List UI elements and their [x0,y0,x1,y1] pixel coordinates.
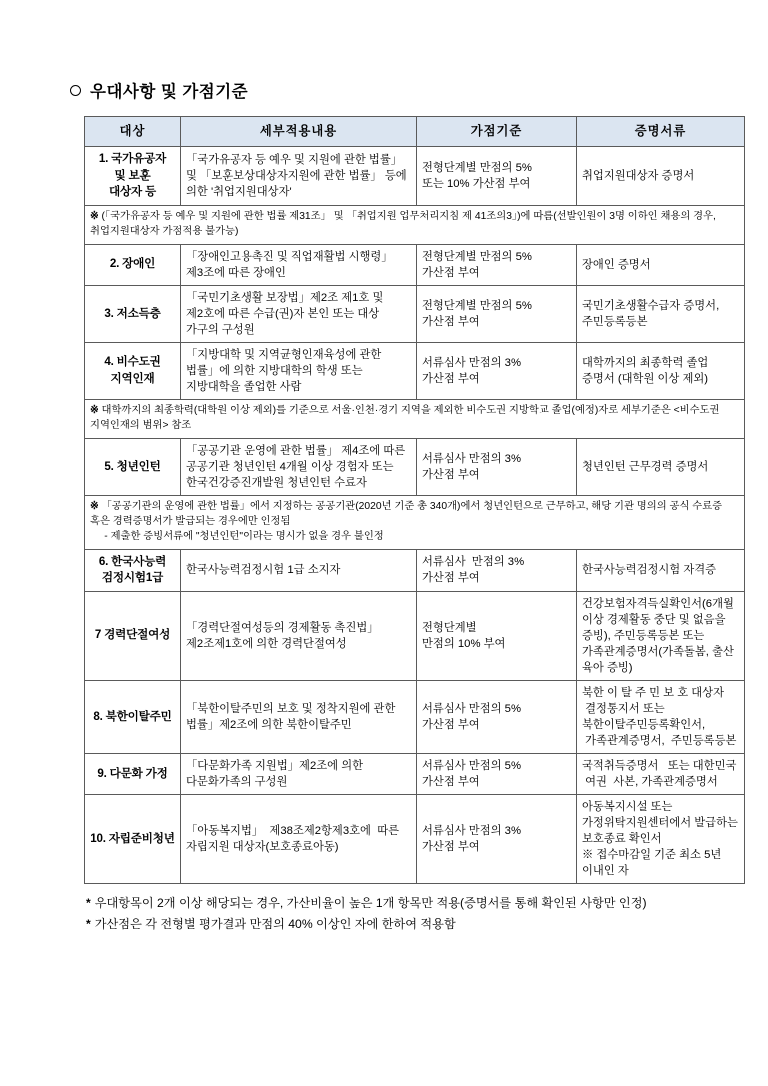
row-target: 1. 국가유공자 및 보훈 대상자 등 [85,147,181,205]
preference-criteria-table [84,116,745,884]
row-detail: 「국민기초생활 보장법」제2조 제1호 및 제2호에 따른 수급(권)자 본인 또는 대상 가구의 구성원 [181,285,417,342]
row-proof: 북한 이 탈 주 민 보 호 대상자 결정통지서 또는 북한이탈주민등록확인서, 가족관계증명서, 주민등록등본 [577,680,745,753]
row-note: ※ (「국가유공자 등 예우 및 지원에 관한 법률 제31조」 및 「취업지원 업무처리지침 제 41조의3」)에 따름(선발인원이 3명 이하인 채용의 경우, 취업지원대상자 가점적용 불가능) [85,205,745,244]
row-score: 서류심사 만점의 5% 가산점 부여 [417,680,577,753]
table-row [85,753,745,794]
row-detail: 「경력단절여성등의 경제활동 촉진법」 제2조제1호에 의한 경력단절여성 [181,591,417,680]
table-row [85,342,745,399]
circle-bullet-icon [70,85,81,96]
row-target: 4. 비수도권 지역인재 [85,342,181,399]
column-header-detail: 세부적용내용 [181,117,417,147]
footnote-list [86,893,722,936]
row-proof: 건강보험자격득실확인서(6개월 이상 경제활동 중단 및 없음을 증빙), 주민등록등본 또는 가족관계증명서(가족돌봄, 출산 육아 증빙) [577,591,745,680]
row-proof: 국민기초생활수급자 증명서, 주민등록등본 [577,285,745,342]
footnote-text: 우대항목이 2개 이상 해당되는 경우, 가산비율이 높은 1개 항목만 적용(증명서를 통해 확인된 사항만 인정) [94,896,647,911]
column-header-score: 가점기준 [417,117,577,147]
table-row [85,794,745,883]
row-proof: 대학까지의 최종학력 졸업 증명서 (대학원 이상 제외) [577,342,745,399]
row-proof: 장애인 증명서 [577,244,745,285]
table-row [85,680,745,753]
row-detail: 「장애인고용촉진 및 직업재활법 시행령」제3조에 따른 장애인 [181,244,417,285]
row-proof: 청년인턴 근무경력 증명서 [577,438,745,495]
row-target: 2. 장애인 [85,244,181,285]
row-note: ※ 「공공기관의 운영에 관한 법률」에서 지정하는 공공기관(2020년 기준 총 340개)에서 청년인턴으로 근무하고, 해당 기관 명의의 공식 수료증 혹은 경력증명서가 발급되는 경우에만 인정됨 - 제출한 증빙서류에 "청년인턴"이라는 명시가 없을 경우 불인정 [85,495,745,549]
row-detail: 「아동복지법」 제38조제2항제3호에 따른 자립지원 대상자(보호종료아동) [181,794,417,883]
table-row [85,244,745,285]
table-header-row [85,117,745,147]
row-score: 서류심사 만점의 3% 가산점 부여 [417,794,577,883]
row-score: 전형단계별 만점의 5% 또는 10% 가산점 부여 [417,147,577,205]
row-proof: 취업지원대상자 증명서 [577,147,745,205]
row-proof: 한국사능력검정시험 자격증 [577,549,745,591]
row-score: 서류심사 만점의 3% 가산점 부여 [417,438,577,495]
table-row [85,147,745,205]
row-detail: 한국사능력검정시험 1급 소지자 [181,549,417,591]
column-header-proof: 증명서류 [577,117,745,147]
row-detail: 「다문화가족 지원법」제2조에 의한 다문화가족의 구성원 [181,753,417,794]
table-row [85,438,745,495]
row-score: 전형단계별 만점의 5% 가산점 부여 [417,244,577,285]
footnote-text: 가산점은 각 전형별 평가결과 만점의 40% 이상인 자에 한하여 적용함 [94,917,456,932]
page-title [70,78,722,102]
row-target: 7 경력단절여성 [85,591,181,680]
table-note-row [85,495,745,549]
row-score: 전형단계별 만점의 10% 부여 [417,591,577,680]
row-score: 전형단계별 만점의 5% 가산점 부여 [417,285,577,342]
row-detail: 「공공기관 운영에 관한 법률」 제4조에 따른 공공기관 청년인턴 4개월 이상 경험자 또는 한국건강증진개발원 청년인턴 수료자 [181,438,417,495]
row-target: 10. 자립준비청년 [85,794,181,883]
row-detail: 「국가유공자 등 예우 및 지원에 관한 법률」 및 「보훈보상대상자지원에 관한 법률」 등에 의한 '취업지원대상자' [181,147,417,205]
table-note-row [85,205,745,244]
row-proof: 아동복지시설 또는 가정위탁지원센터에서 발급하는 보호종료 확인서 ※ 접수마감일 기준 최소 5년 이내인 자 [577,794,745,883]
footnote-item: * 우대항목이 2개 이상 해당되는 경우, 가산비율이 높은 1개 항목만 적용(증명서를 통해 확인된 사항만 인정) [86,896,647,911]
row-score: 서류심사 만점의 3% 가산점 부여 [417,342,577,399]
row-score: 서류심사 만점의 5% 가산점 부여 [417,753,577,794]
row-detail: 「북한이탈주민의 보호 및 정착지원에 관한 법률」제2조에 의한 북한이탈주민 [181,680,417,753]
row-detail: 「지방대학 및 지역균형인재육성에 관한 법률」에 의한 지방대학의 학생 또는 지방대학을 졸업한 사람 [181,342,417,399]
page-title-text: 우대사항 및 가점기준 [90,83,249,101]
row-note: ※ 대학까지의 최종학력(대학원 이상 제외)를 기준으로 서울·인천·경기 지역을 제외한 비수도권 지방학교 졸업(예정)자로 세부기준은 <비수도권 지역인재의 범위> 참조 [85,399,745,438]
row-score: 서류심사 만점의 3% 가산점 부여 [417,549,577,591]
row-target: 8. 북한이탈주민 [85,680,181,753]
footnote-item: * 가산점은 각 전형별 평가결과 만점의 40% 이상인 자에 한하여 적용함 [86,917,456,932]
row-target: 3. 저소득층 [85,285,181,342]
column-header-target: 대상 [85,117,181,147]
row-target: 9. 다문화 가정 [85,753,181,794]
row-target: 5. 청년인턴 [85,438,181,495]
row-target: 6. 한국사능력 검정시험1급 [85,549,181,591]
table-row [85,591,745,680]
table-note-row [85,399,745,438]
row-proof: 국적취득증명서 또는 대한민국 여권 사본, 가족관계증명서 [577,753,745,794]
table-row [85,549,745,591]
table-row [85,285,745,342]
